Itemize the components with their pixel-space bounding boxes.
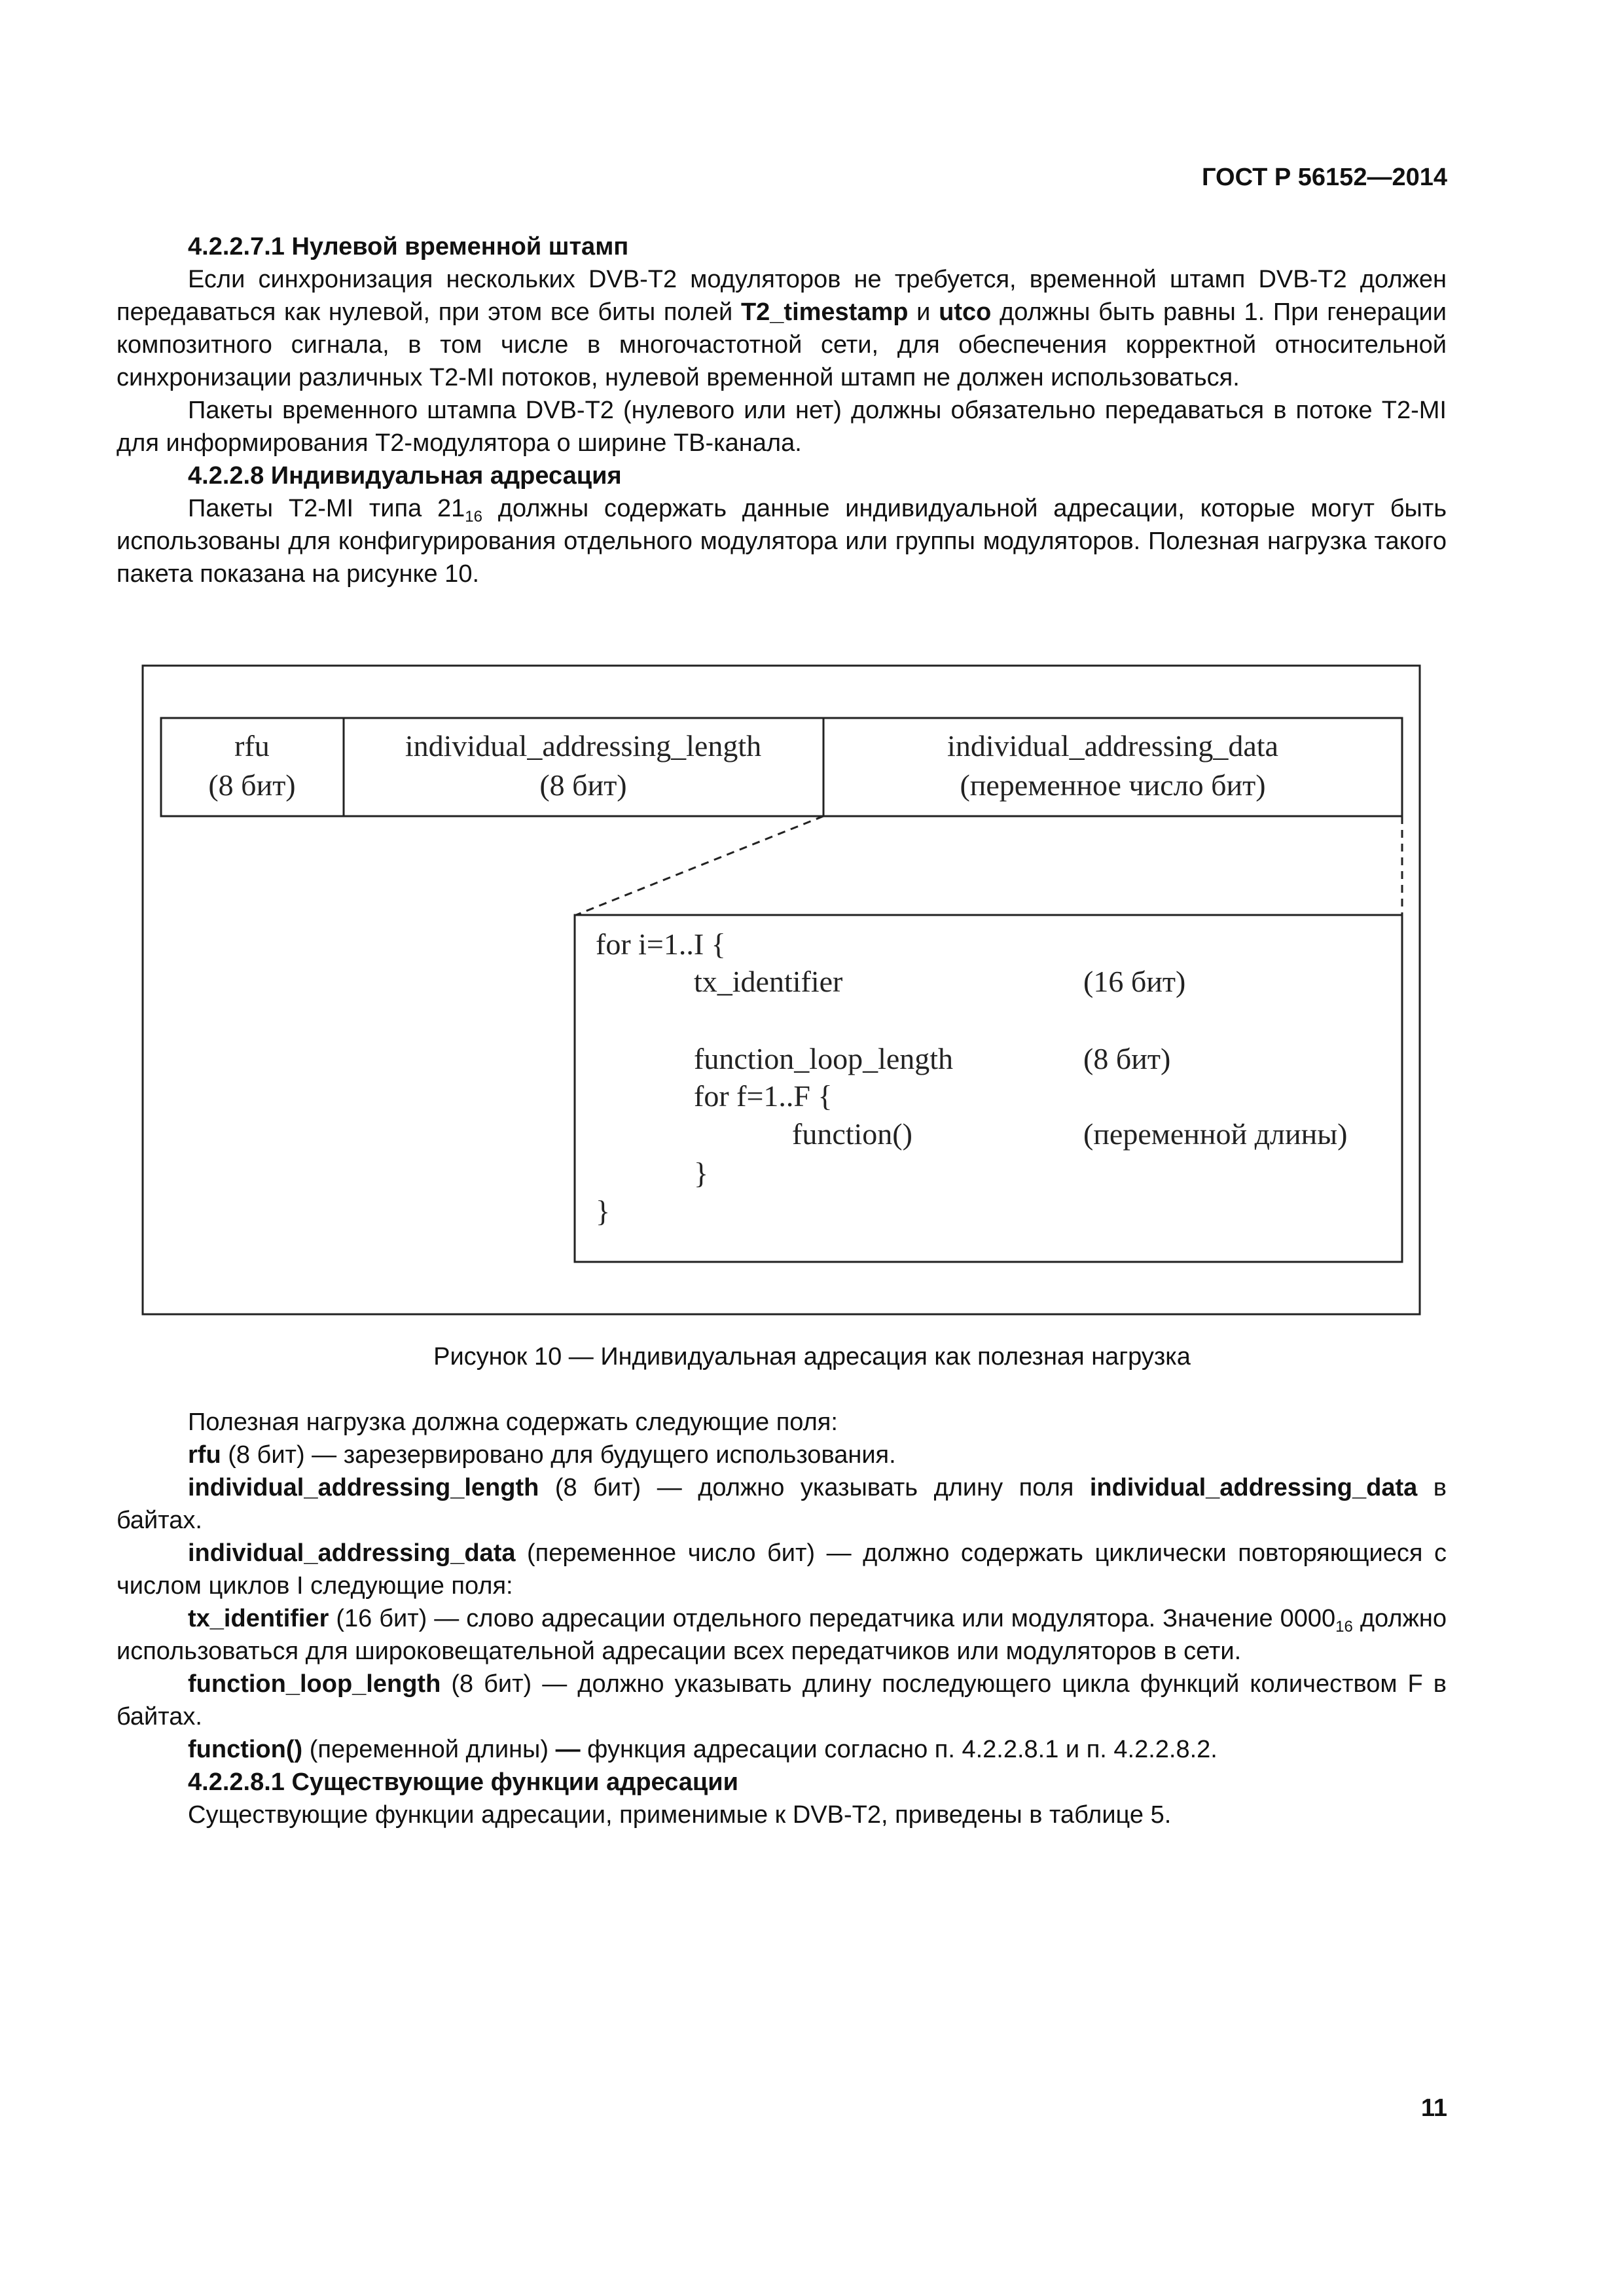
loop-tx-identifier: tx_identifier [694, 965, 843, 998]
field-ref: utco [939, 298, 992, 326]
loop-tx-identifier-bits: (16 бит) [1083, 965, 1186, 998]
field-description [117, 1668, 1447, 1733]
loop-close-outer: } [596, 1194, 611, 1228]
text: (16 бит) — слово адресации отдельного передатчика или модулятора. Значение 0000 [329, 1605, 1336, 1632]
cell-rfu-name: rfu [234, 729, 270, 762]
loop-close-inner: } [694, 1157, 709, 1190]
cell-data-name: individual_addressing_data [947, 729, 1278, 762]
em-dash: — [555, 1736, 581, 1763]
paragraph: Полезная нагрузка должна содержать следующие поля: [188, 1408, 838, 1436]
field-name: individual_addressing_length [188, 1474, 539, 1501]
field-name: tx_identifier [188, 1605, 329, 1632]
loop-line-for-i: for i=1..I { [596, 927, 726, 961]
loop-function-bits: (переменной длины) [1083, 1117, 1348, 1151]
text: должны быть равны 1. При генерации композитного сигнала, в том числе в многочастотной сети, для обеспечения корректной относительной синхронизации различных T2-MI потоков, нулевой временной штамп не должен использоваться. [117, 298, 1447, 391]
paragraph: Пакеты временного штампа DVB-T2 (нулевого или нет) должны обязательно передаваться в потоке T2-MI для информирования T2-модулятора о ширине ТВ-канала. [117, 397, 1447, 457]
field-description [117, 1602, 1447, 1668]
field-description [117, 1537, 1447, 1602]
text: (8 бит) — должно указывать длину последующего цикла функций количеством F в байтах. [117, 1670, 1447, 1731]
loop-function: function() [792, 1117, 912, 1151]
text: функция адресации согласно п. 4.2.2.8.1 и п. 4.2.2.8.2. [580, 1736, 1218, 1763]
field-description [117, 1471, 1447, 1537]
paragraph: Существующие функции адресации, применимые к DVB-T2, приведены в таблице 5. [188, 1801, 1172, 1829]
cell-length-bits: (8 бит) [539, 768, 627, 802]
loop-line-for-f: for f=1..F { [694, 1079, 833, 1113]
field-ref: T2_timestamp [740, 298, 909, 326]
text: (переменное число бит) — должно содержать циклически повторяющиеся с числом циклов I следующие поля: [117, 1539, 1447, 1600]
figure-caption: Рисунок 10 — Индивидуальная адресация как полезная нагрузка [433, 1343, 1191, 1371]
expansion-line-left [576, 816, 823, 915]
text: (переменной длины) [302, 1736, 556, 1763]
field-name: individual_addressing_data [188, 1539, 516, 1567]
section-heading-4-2-2-8: 4.2.2.8 Индивидуальная адресация [188, 462, 622, 490]
field-name: function() [188, 1736, 303, 1763]
text: в байтах. [117, 1474, 1447, 1534]
text: (8 бит) — должно указывать длину поля [539, 1474, 1090, 1501]
cell-data-bits: (переменное число бит) [960, 768, 1266, 802]
subscript: 16 [465, 508, 482, 526]
loop-function-loop-length-bits: (8 бит) [1083, 1042, 1171, 1075]
cell-length-name: individual_addressing_length [405, 729, 762, 762]
document-code: ГОСТ Р 56152—2014 [1202, 164, 1447, 191]
text: (8 бит) — зарезервировано для будущего использования. [221, 1441, 896, 1469]
text: Если синхронизация нескольких DVB-T2 модуляторов не требуется, временной штамп DVB-T2 должен передаваться как нулевой, при этом все биты полей [117, 266, 1447, 326]
text: должно использоваться для широковещательной адресации всех передатчиков или модуляторов в сети. [117, 1605, 1447, 1665]
text: и [908, 298, 939, 326]
cell-rfu-bits: (8 бит) [208, 768, 296, 802]
loop-function-loop-length: function_loop_length [694, 1042, 954, 1075]
text: Пакеты T2-MI типа 21 [188, 495, 465, 522]
subscript: 16 [1335, 1618, 1353, 1636]
field-ref: individual_addressing_data [1089, 1474, 1418, 1501]
field-description [117, 1733, 1447, 1766]
field-name: rfu [188, 1441, 221, 1469]
field-description [117, 1439, 1447, 1471]
text: должны содержать данные индивидуальной адресации, которые могут быть использованы для конфигурирования отдельного модулятора или группы модуляторов. Полезная нагрузка такого пакета показана на рисунке 10. [117, 495, 1447, 588]
section-heading-4-2-2-7-1: 4.2.2.7.1 Нулевой временной штамп [188, 233, 629, 260]
field-name: function_loop_length [188, 1670, 441, 1698]
bottom-text [117, 1406, 1447, 1831]
page-number: 11 [1420, 2094, 1447, 2122]
section-heading-4-2-2-8-1: 4.2.2.8.1 Существующие функции адресации [188, 1768, 738, 1796]
